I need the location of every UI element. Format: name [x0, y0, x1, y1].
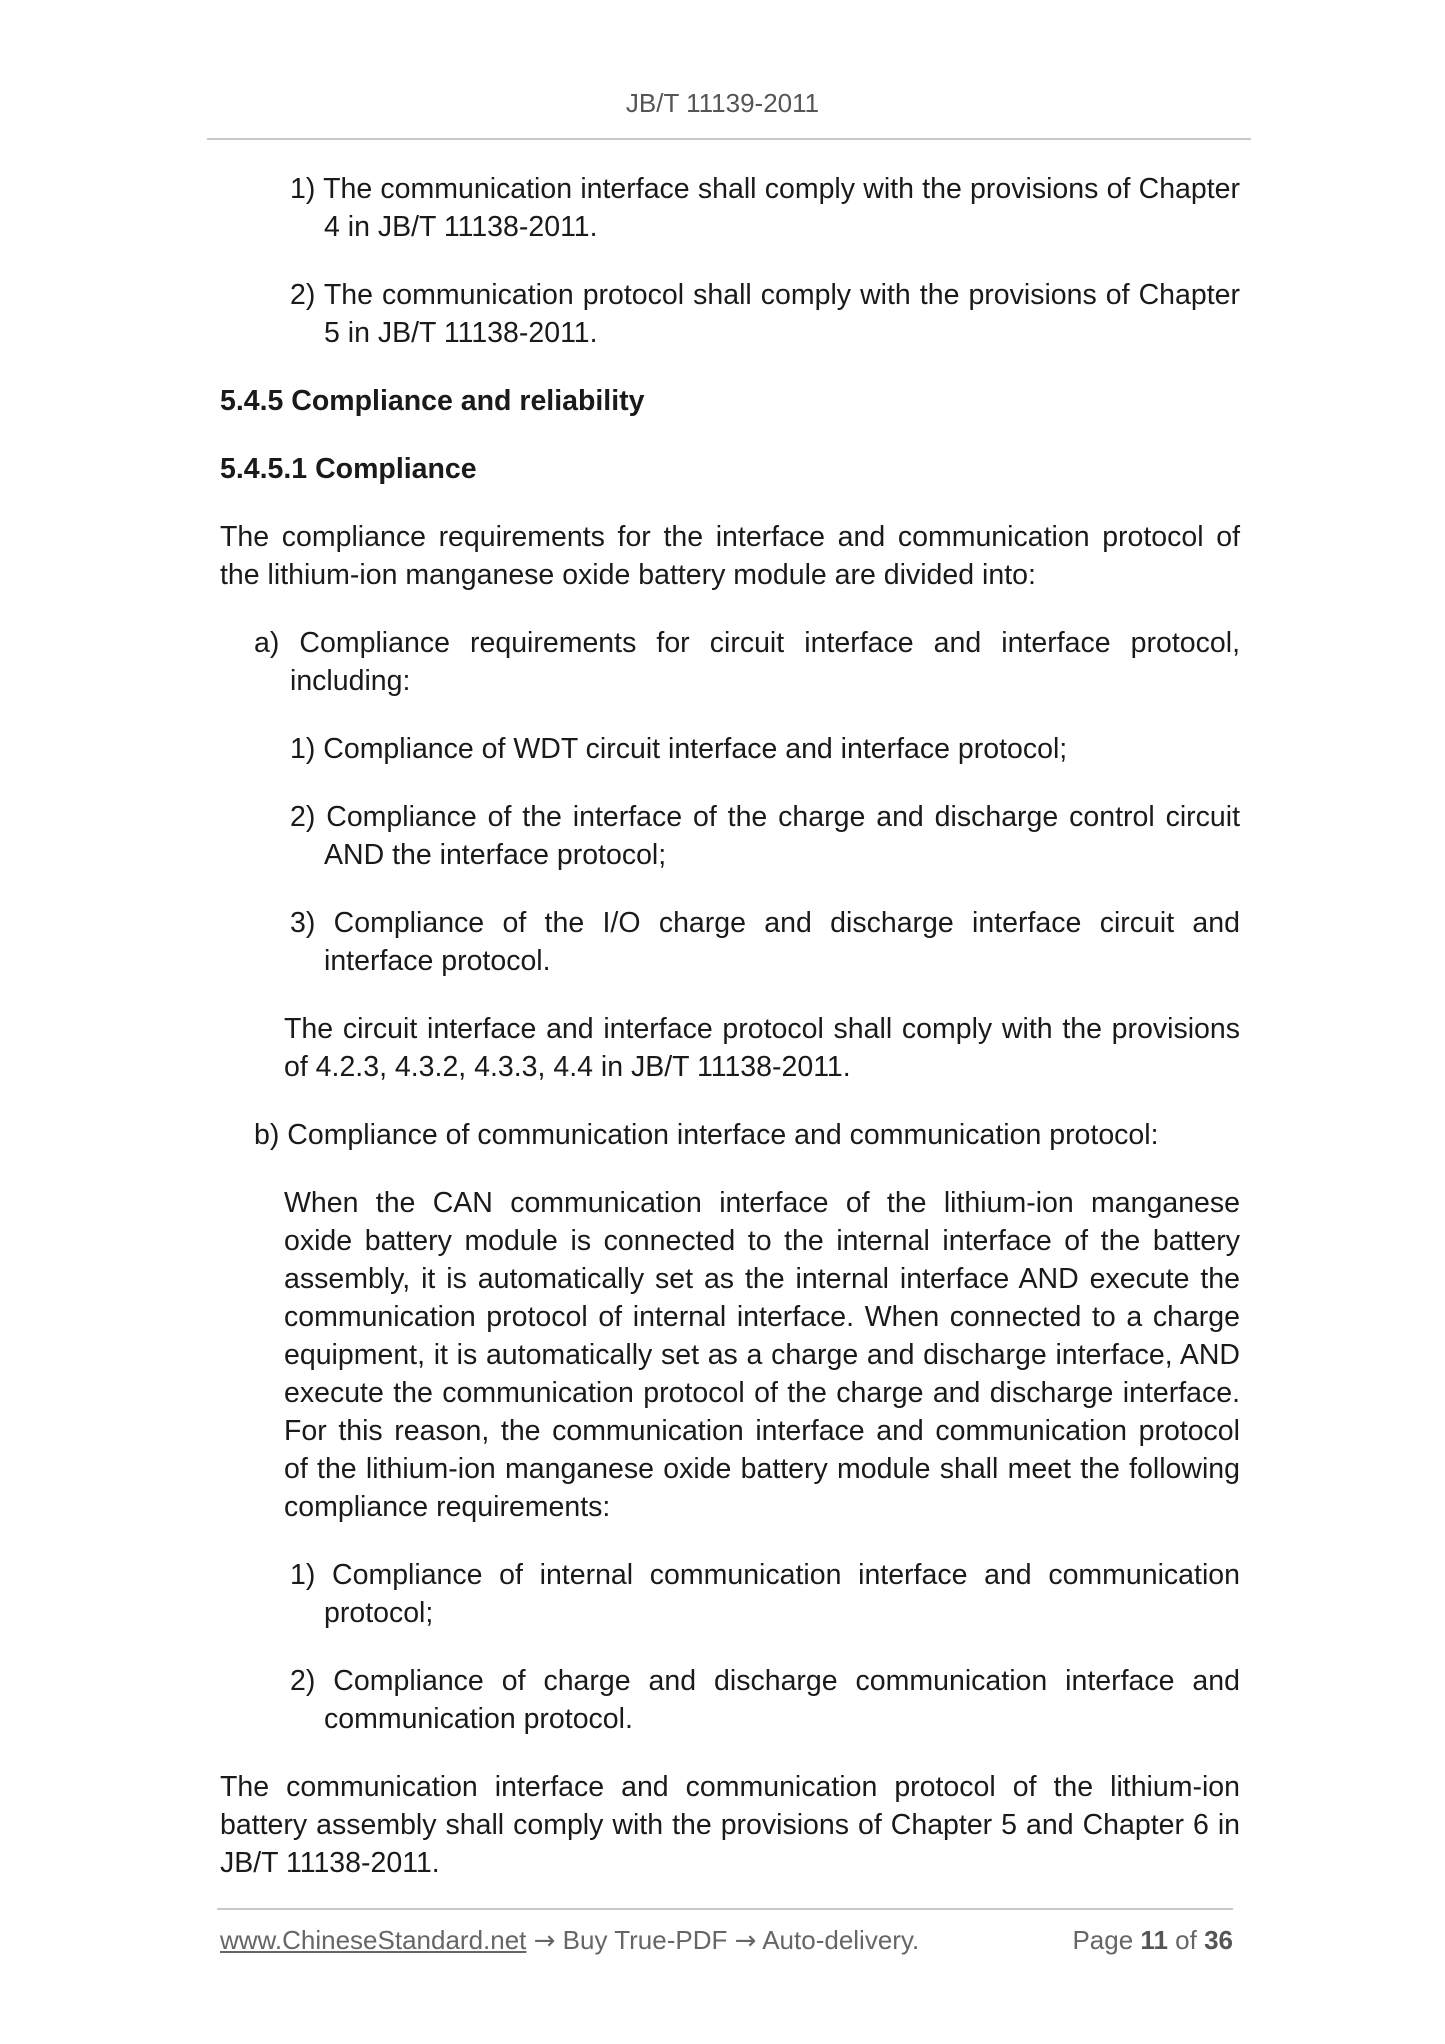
- list-item: 3) Compliance of the I/O charge and discharge interface circuit and interface protocol.: [290, 907, 1240, 977]
- list-item: 1) Compliance of internal communication interface and communication protocol;: [290, 1559, 1240, 1629]
- paragraph: The circuit interface and interface protocol shall comply with the provisions of 4.2.3, 4.3.2, 4.3.3, 4.4 in JB/T 11138-2011.: [284, 1013, 1240, 1083]
- total-pages: 36: [1204, 1925, 1233, 1955]
- list-item: 2) Compliance of charge and discharge communication interface and communication protocol.: [290, 1665, 1240, 1735]
- footer-divider: [217, 1908, 1233, 1910]
- paragraph: The compliance requirements for the interface and communication protocol of the lithium-ion manganese oxide battery module are divided into:: [220, 521, 1240, 591]
- page-body: [220, 170, 1240, 1912]
- document-id-header: JB/T 11139-2011: [625, 88, 820, 118]
- current-page: 11: [1140, 1925, 1168, 1955]
- paragraph: The communication interface and communication protocol of the lithium-ion battery assembly shall comply with the provisions of Chapter 5 and Chapter 6 in JB/T 11138-2011.: [220, 1771, 1240, 1879]
- auto-delivery-text: Auto-delivery.: [762, 1925, 920, 1955]
- website-link[interactable]: www.ChineseStandard.net: [220, 1925, 527, 1955]
- paragraph: When the CAN communication interface of the lithium-ion manganese oxide battery module is connected to the internal interface of the battery assembly, it is automatically set as the internal interface AND execute the communication protocol of internal interface. When connected to a charge equipment, it is automatically set as a charge and discharge interface, AND execute the communication protocol of the charge and discharge interface. For this reason, the communication interface and communication protocol of the lithium-ion manganese oxide battery module shall meet the following compliance requirements:: [284, 1187, 1240, 1523]
- list-item: 2) Compliance of the interface of the charge and discharge control circuit AND the interface protocol;: [290, 801, 1240, 871]
- buy-pdf-text: Buy True-PDF: [562, 1925, 728, 1955]
- subsection-heading: 5.4.5.1 Compliance: [220, 453, 477, 485]
- header-divider: [207, 138, 1251, 140]
- page-label: Page: [1072, 1925, 1134, 1955]
- list-item: a) Compliance requirements for circuit interface and interface protocol, including:: [254, 627, 1240, 697]
- list-item: 2) The communication protocol shall comply with the provisions of Chapter 5 in JB/T 11138-2011.: [290, 279, 1240, 349]
- list-item: b) Compliance of communication interface and communication protocol:: [254, 1119, 1159, 1151]
- arrow-right-icon: →: [533, 1926, 556, 1956]
- list-item: 1) Compliance of WDT circuit interface and interface protocol;: [290, 733, 1068, 765]
- of-label: of: [1175, 1925, 1197, 1955]
- list-item: 1) The communication interface shall comply with the provisions of Chapter 4 in JB/T 11138-2011.: [290, 173, 1240, 243]
- arrow-right-icon: →: [734, 1926, 757, 1956]
- page-number: [1072, 1925, 1233, 1956]
- section-heading: 5.4.5 Compliance and reliability: [220, 385, 645, 417]
- footer-promo: [220, 1925, 919, 1956]
